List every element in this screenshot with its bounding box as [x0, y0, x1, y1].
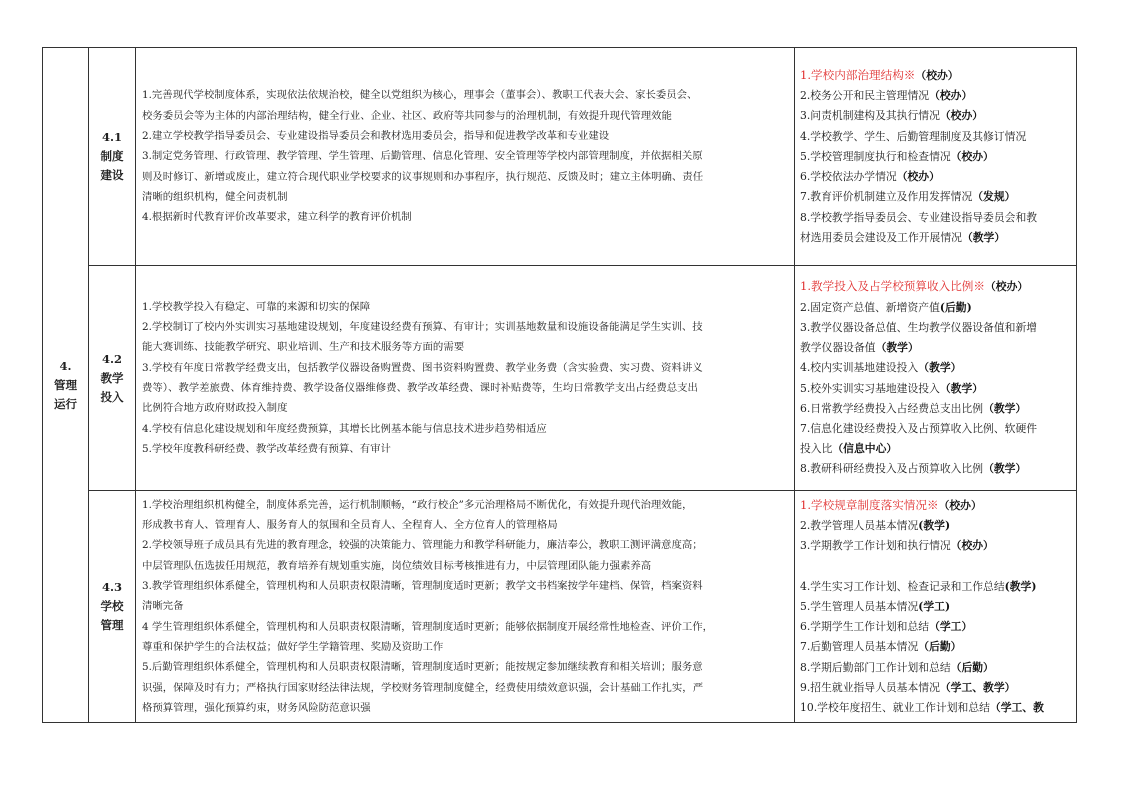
- section-cell: [43, 48, 89, 723]
- requirement-line: 3.学校有年度日常教学经费支出，包括教学仪器设备购置费、图书资料购置费、教学业务费（含实验费、实习费、资料讲义: [142, 361, 703, 374]
- material-text: 1.教学投入及占学校预算收入比例※: [800, 279, 985, 294]
- material-item: [800, 658, 1071, 678]
- department-tag: (后勤): [939, 300, 972, 314]
- requirement-line: 2.建立学校教学指导委员会、专业建设指导委员会和教材选用委员会，指导和促进教学改革和专业建设: [142, 130, 610, 143]
- material-item: [800, 318, 1071, 338]
- department-tag: （信息中心）: [832, 442, 898, 456]
- requirement-line: 3.教学管理组织体系健全，管理机构和人员职责权限清晰，管理制度适时更新；教学文书档案按学年建档、保管，档案资料: [142, 580, 703, 593]
- subsection-cell: [89, 48, 136, 266]
- material-item: [800, 419, 1071, 439]
- material-text: 6.日常教学经费投入占经费总支出比例: [800, 401, 984, 415]
- material-text: 10.学校年度招生、就业工作计划和总结: [800, 700, 990, 714]
- department-tag: （校办）: [929, 89, 973, 103]
- department-tag: (教学): [1004, 579, 1037, 593]
- requirement-line: 费等）、教学差旅费、体育维持费、教学设备仪器维修费、教学改革经费、课时补贴费等，生均日常教学支出占经费总支出: [142, 382, 698, 394]
- department-tag: （发规）: [972, 190, 1016, 204]
- materials-cell: [795, 491, 1077, 723]
- requirement-line: 2.学校制订了校内外实训实习基地建设规划，年度建设经费有预算、有审计；实训基地数量和设施设备能满足学生实训、技: [142, 321, 703, 334]
- material-text: 5.学生管理人员基本情况: [800, 599, 919, 613]
- material-text: 8.教研科研经费投入及占预算收入比例: [800, 462, 984, 476]
- department-tag: （校办）: [938, 498, 982, 512]
- department-tag: （教学）: [961, 230, 1006, 244]
- department-tag: （教学）: [875, 341, 919, 355]
- material-text: 5.学校管理制度执行和检查情况: [800, 149, 951, 163]
- requirement-line: 则及时修订、新增或废止，建立符合现代职业学校要求的议事规则和办事程序，执行规范、反馈及时；建立主体明确、责任: [142, 170, 704, 183]
- department-tag: （校办）: [950, 149, 994, 163]
- material-text: 7.教育评价机制建立及作用发挥情况: [800, 190, 973, 204]
- requirement-line: 尊重和保护学生的合法权益；做好学生学籍管理、奖励及资助工作: [142, 640, 444, 653]
- material-text: 3.教学仪器设备总值、生均教学仪器设备值和新增: [800, 320, 1038, 334]
- material-item: [800, 208, 1071, 228]
- material-text: 2.校务公开和民主管理情况: [800, 89, 930, 103]
- materials-cell: [795, 48, 1077, 266]
- material-item: [800, 597, 1071, 617]
- department-tag: （后勤）: [950, 660, 994, 674]
- requirement-line: 2.学校领导班子成员具有先进的教育理念，较强的决策能力、管理能力和教学科研能力，廉洁奉公，教职工测评满意度高；: [142, 539, 703, 552]
- department-tag: （后勤）: [918, 640, 962, 654]
- material-item: [800, 106, 1071, 126]
- material-text: 7.后勤管理人员基本情况: [800, 640, 919, 654]
- table-row: [43, 491, 1077, 723]
- requirements-cell: [136, 491, 795, 723]
- material-text: 2.教学管理人员基本情况: [800, 519, 919, 533]
- department-tag: （教学）: [983, 401, 1027, 415]
- requirement-line: 比例符合地方政府财政投入制度: [142, 402, 288, 415]
- requirement-line: 形成教书育人、管理育人、服务育人的氛围和全员育人、全程育人、全方位育人的管理格局: [142, 519, 558, 532]
- material-item: [800, 127, 1071, 147]
- department-tag: （校办）: [915, 69, 959, 83]
- material-item: [800, 698, 1071, 718]
- subsection-label: 4.3: [101, 580, 122, 594]
- requirement-line: 校务委员会等为主体的内部治理结构，健全行业、企业、社区、政府等共同参与的治理机制，有效提升现代管理效能: [142, 109, 672, 122]
- requirement-line: 1.学校教学投入有稳定、可靠的来源和切实的保障: [142, 300, 371, 313]
- department-tag: (教学): [918, 519, 951, 533]
- material-item: [800, 338, 1071, 358]
- subsection-label: 制度: [100, 149, 124, 163]
- material-item: [800, 439, 1071, 459]
- requirement-line: 格预算管理，强化预算约束，财务风险防范意识强: [142, 701, 371, 714]
- material-text: 4.校内实训基地建设投入: [800, 361, 919, 375]
- key-material-item: [800, 276, 1071, 297]
- department-tag: （校办）: [950, 539, 994, 553]
- material-item: [800, 536, 1071, 556]
- department-tag: （学工）: [929, 620, 973, 634]
- subsection-label: 建设: [100, 168, 124, 182]
- table-row: [43, 48, 1077, 266]
- requirement-line: 3.制定党务管理、行政管理、教学管理、学生管理、后勤管理、信息化管理、安全管理等学校内部管理制度，并依据相关原: [142, 150, 703, 163]
- department-tag: （教学）: [918, 361, 962, 375]
- material-text: 6.学期学生工作计划和总结: [800, 620, 930, 634]
- requirement-line: 5.学校年度教科研经费、教学改革经费有预算、有审计: [142, 442, 391, 455]
- requirement-line: 4 学生管理组织体系健全，管理机构和人员职责权限清晰，管理制度适时更新；能够依据制度开展经常性地检查、评价工作，: [142, 620, 714, 633]
- material-item: [800, 358, 1071, 378]
- department-tag: （校办）: [896, 170, 940, 184]
- section-label: 运行: [54, 396, 77, 411]
- material-item: [800, 147, 1071, 167]
- requirement-line: 能大赛训练、技能教学研究、职业培训、生产和技术服务等方面的需要: [142, 341, 465, 354]
- subsection-label: 4.1: [101, 130, 122, 144]
- material-text: 4.学生实习工作计划、检查记录和工作总结: [800, 579, 1005, 593]
- material-item: [800, 86, 1071, 106]
- department-tag: （教学）: [939, 381, 984, 395]
- material-text: 材选用委员会建设及工作开展情况: [800, 230, 962, 244]
- material-text: 投入比: [800, 442, 833, 456]
- department-tag: （校办）: [939, 109, 984, 123]
- requirements-cell: [136, 48, 795, 266]
- material-text: 8.学期后勤部门工作计划和总结: [800, 660, 951, 674]
- materials-cell: [795, 266, 1077, 491]
- material-text: 4.学校教学、学生、后勤管理制度及其修订情况: [800, 129, 1027, 143]
- material-text: 1.学校规章制度落实情况※: [800, 497, 939, 512]
- material-item: [800, 678, 1071, 698]
- material-item: [800, 637, 1071, 657]
- material-text: 7.信息化建设经费投入及占预算收入比例、软硬件: [800, 421, 1038, 435]
- department-tag: （校办）: [984, 280, 1029, 294]
- section-label: 4.: [59, 358, 72, 373]
- table-row: [43, 266, 1077, 491]
- subsection-label: 教学: [100, 370, 124, 385]
- material-text: 教学仪器设备值: [800, 341, 876, 355]
- material-text: 3.问责机制建构及其执行情况: [800, 109, 940, 123]
- requirements-cell: [136, 266, 795, 491]
- key-material-item: [800, 495, 1071, 516]
- material-item: [800, 187, 1071, 207]
- material-item: [800, 459, 1071, 479]
- requirement-line: 1.学校治理组织机构健全，制度体系完善，运行机制顺畅，“政行校企”多元治理格局不断优化，有效提升现代治理效能，: [142, 498, 693, 511]
- material-text: 5.校外实训实习基地建设投入: [800, 381, 940, 395]
- department-tag: (学工): [918, 599, 951, 613]
- material-text: 2.固定资产总值、新增资产值: [800, 300, 940, 314]
- material-item: [800, 577, 1071, 597]
- material-text: 1.学校内部治理结构※: [800, 68, 916, 83]
- material-text: 6.学校依法办学情况: [800, 170, 897, 184]
- requirement-line: 中层管理队伍选拔任用规范，教育培养有规划重实施，岗位绩效目标考核推进有力，中层管理团队能力强素养高: [142, 559, 652, 572]
- material-item: [800, 379, 1071, 399]
- department-tag: （学工、教: [989, 700, 1044, 714]
- subsection-cell: [89, 266, 136, 491]
- material-item: [800, 516, 1071, 536]
- requirement-line: 4.根据新时代教育评价改革要求，建立科学的教育评价机制: [142, 211, 412, 224]
- subsection-label: 投入: [100, 389, 124, 404]
- material-item: [800, 617, 1071, 637]
- material-text: 8.学校教学指导委员会、专业建设指导委员会和教: [800, 210, 1038, 224]
- material-item: [800, 399, 1071, 419]
- requirement-line: 识强，保障及时有力；严格执行国家财经法律法规，学校财务管理制度健全，经费使用绩效意识强，会计基础工作扎实，严: [142, 681, 704, 694]
- material-item: [800, 228, 1071, 248]
- requirement-line: 清晰的组织机构，健全问责机制: [142, 190, 288, 203]
- subsection-cell: [89, 491, 136, 723]
- material-item: [800, 167, 1071, 187]
- evaluation-table: [42, 47, 1077, 723]
- key-material-item: [800, 65, 1071, 86]
- department-tag: （教学）: [983, 462, 1027, 476]
- subsection-label: 管理: [100, 618, 124, 632]
- department-tag: （学工、教学）: [939, 680, 1016, 694]
- material-text: 3.学期教学工作计划和执行情况: [800, 539, 951, 553]
- requirement-line: 4.学校有信息化建设规划和年度经费预算，其增长比例基本能与信息技术进步趋势相适应: [142, 422, 547, 435]
- material-item: [800, 298, 1071, 318]
- material-item: [800, 556, 1071, 576]
- material-text: 9.招生就业指导人员基本情况: [800, 680, 940, 694]
- requirement-line: 5.后勤管理组织体系健全，管理机构和人员职责权限清晰，管理制度适时更新；能按规定参加继续教育和相关培训；服务意: [142, 661, 703, 674]
- requirement-line: 1.完善现代学校制度体系，实现依法依规治校，健全以党组织为核心，理事会（董事会）、教职工代表大会、家长委员会、: [142, 89, 698, 102]
- subsection-label: 4.2: [101, 351, 122, 366]
- requirement-line: 清晰完备: [142, 600, 184, 613]
- section-label: 管理: [54, 377, 77, 392]
- subsection-label: 学校: [100, 599, 124, 613]
